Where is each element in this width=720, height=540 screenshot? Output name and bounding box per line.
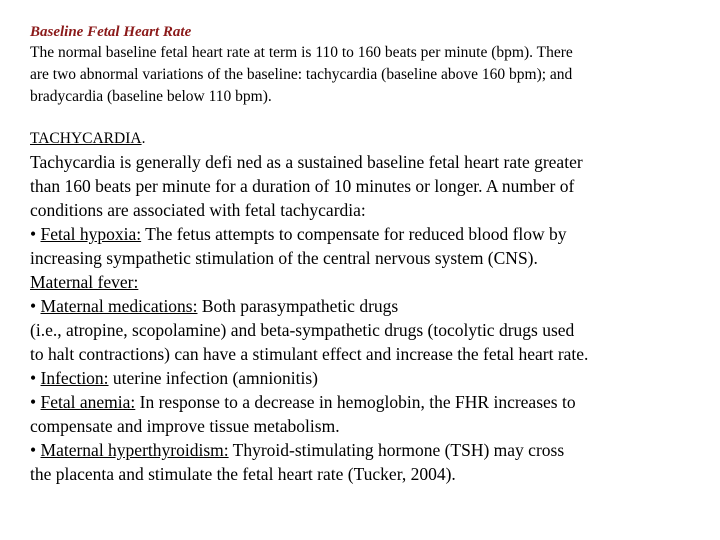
- bullet-marker: •: [30, 368, 41, 388]
- maternal-medications-label: Maternal medications:: [40, 296, 198, 316]
- tachycardia-title-period: .: [141, 130, 146, 147]
- tachycardia-body: [30, 150, 690, 486]
- fetal-anemia-text: compensate and improve tissue metabolism.: [30, 416, 340, 436]
- intro-line: bradycardia (baseline below 110 bpm).: [30, 88, 272, 105]
- definition-line: Tachycardia is generally defi ned as a sustained baseline fetal heart rate greater: [30, 152, 583, 172]
- maternal-medications-text: to halt contractions) can have a stimulant effect and increase the fetal heart rate.: [30, 344, 589, 364]
- infection-label: Infection:: [40, 368, 109, 388]
- tachycardia-title: [30, 128, 145, 150]
- bullet-maternal-medications: [30, 294, 690, 318]
- maternal-hyperthyroidism-text: the placenta and stimulate the fetal heart rate (Tucker, 2004).: [30, 464, 456, 484]
- fetal-hypoxia-text: The fetus attempts to compensate for reduced blood flow by: [141, 224, 567, 244]
- intro-line: The normal baseline fetal heart rate at term is 110 to 160 beats per minute (bpm). There: [30, 44, 573, 61]
- fetal-anemia-text: In response to a decrease in hemoglobin, the FHR increases to: [135, 392, 576, 412]
- tachycardia-title-text: TACHYCARDIA: [30, 130, 142, 147]
- fetal-hypoxia-text: increasing sympathetic stimulation of the central nervous system (CNS).: [30, 248, 538, 268]
- definition-line: than 160 beats per minute for a duration of 10 minutes or longer. A number of: [30, 176, 575, 196]
- maternal-hyperthyroidism-text: Thyroid-stimulating hormone (TSH) may cross: [228, 440, 565, 460]
- bullet-marker: •: [30, 440, 41, 460]
- bullet-fetal-anemia: [30, 390, 690, 414]
- fetal-hypoxia-label: Fetal hypoxia:: [40, 224, 142, 244]
- infection-text: uterine infection (amnionitis): [108, 368, 318, 388]
- definition-line: conditions are associated with fetal tachycardia:: [30, 200, 366, 220]
- intro-paragraph: [30, 42, 680, 108]
- fetal-anemia-label: Fetal anemia:: [40, 392, 136, 412]
- maternal-medications-text: Both parasympathetic drugs: [197, 296, 399, 316]
- maternal-hyperthyroidism-label: Maternal hyperthyroidism:: [40, 440, 229, 460]
- bullet-maternal-hyperthyroidism: [30, 438, 690, 462]
- bullet-marker: •: [30, 392, 41, 412]
- bullet-fetal-hypoxia: [30, 222, 690, 246]
- intro-line: are two abnormal variations of the baseline: tachycardia (baseline above 160 bpm); and: [30, 66, 573, 83]
- bullet-marker: •: [30, 224, 41, 244]
- maternal-medications-text: (i.e., atropine, scopolamine) and beta-sympathetic drugs (tocolytic drugs used: [30, 320, 575, 340]
- bullet-marker: •: [30, 296, 41, 316]
- section-heading: Baseline Fetal Heart Rate: [30, 24, 192, 40]
- maternal-fever-label: Maternal fever:: [30, 272, 139, 292]
- bullet-infection: [30, 366, 690, 390]
